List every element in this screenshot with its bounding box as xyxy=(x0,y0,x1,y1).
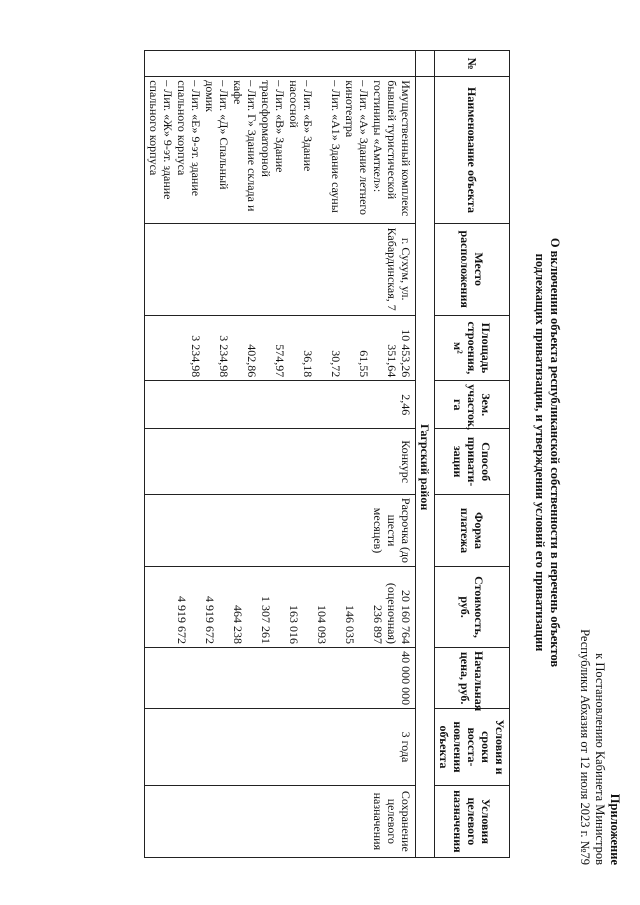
cost-cell xyxy=(145,567,416,648)
decree-date: Республики Абхазия от 12 июля 2023 г. №79 xyxy=(578,629,592,865)
sub-object-area: 36,18 xyxy=(301,350,315,378)
purpose-cell: Сохранение целевого назначения xyxy=(145,785,416,857)
restore-cell: 3 года xyxy=(145,709,416,786)
sub-object-name: – Лит. «В» Здание трансформаторной xyxy=(259,80,287,177)
sub-object-area: 402,86 xyxy=(245,344,259,378)
document-header xyxy=(577,629,622,865)
district-name: Гагрский район xyxy=(416,77,435,858)
col-area: Площадь строения, м² xyxy=(435,315,510,381)
sub-object-area: 3 234,98 xyxy=(189,335,203,378)
sub-object-name: – Лит. Г» Здание склада и кафе xyxy=(231,80,259,212)
row-num-cell xyxy=(145,51,416,77)
document-title xyxy=(532,0,562,905)
sub-object-name: – Лит. «А1» Здание сауны xyxy=(329,80,343,213)
table-header-row xyxy=(435,51,510,858)
col-num: № xyxy=(435,51,510,77)
sub-object-areas xyxy=(175,319,399,378)
sub-object-cost: 236 897 xyxy=(371,604,385,644)
main-cost: 20 160 764 (оценочная) xyxy=(385,582,413,644)
method-cell: Конкурс xyxy=(145,429,416,495)
sub-object-names xyxy=(147,80,371,220)
col-payment: Форма платежа xyxy=(435,494,510,566)
sub-object-name: – Лит. «Е» 9-эт. здание спального корпуса xyxy=(175,80,203,197)
table-row xyxy=(145,51,416,858)
col-start-price: Начальная цена, руб. xyxy=(435,647,510,708)
sub-object-area: 3 234,98 xyxy=(217,335,231,378)
col-restore: Условия и сроки восста-новления объекта xyxy=(435,709,510,786)
sub-object-area: 351,64 xyxy=(385,344,399,378)
sub-object-area: 30,72 xyxy=(329,350,343,378)
col-method: Способ привати-зации xyxy=(435,429,510,495)
sub-object-area: 574,97 xyxy=(273,344,287,378)
area-cell xyxy=(145,315,416,381)
decree-reference: к Постановлению Кабинета Министров xyxy=(593,653,607,865)
col-land: Зем. участок, га xyxy=(435,381,510,429)
col-purpose: Условия целевого назначения xyxy=(435,785,510,857)
land-cell: 2,46 xyxy=(145,381,416,429)
main-object-name: Имущественный комплекс бывшей туристической гостиницы «Амткел»: xyxy=(371,80,413,217)
col-name: Наименование объекта xyxy=(435,77,510,224)
title-line-2: подлежащих приватизации, и утверждении условий его приватизации xyxy=(533,253,547,652)
payment-cell: Расрочка (до шести месяцев) xyxy=(145,494,416,566)
main-area: 10 453,26 xyxy=(399,329,413,378)
sub-object-cost: 4 919 672 xyxy=(203,595,217,644)
sub-object-name: – Лит. «А» Здание летнего кинотеатра xyxy=(343,80,371,216)
sub-object-name: – Лит. «Ж» 9-эт. здание спального корпуса xyxy=(147,80,175,200)
sub-object-cost: 4 919 672 xyxy=(175,595,189,644)
district-num-cell xyxy=(416,51,435,77)
col-cost: Стоимость, руб. xyxy=(435,567,510,648)
sub-object-cost: 464 238 xyxy=(231,604,245,644)
privatization-table xyxy=(144,50,510,858)
sub-object-name: – Лит. «Д» Спальный домик xyxy=(203,80,231,190)
location-cell: г. Сухум, ул. Кабардинская, 7 xyxy=(145,223,416,315)
start-price-cell: 40 000 000 xyxy=(145,647,416,708)
object-name-cell xyxy=(145,77,416,224)
sub-object-costs xyxy=(161,570,385,644)
sub-object-cost: 1 307 261 xyxy=(259,595,273,644)
sub-object-area: 61,55 xyxy=(357,350,371,378)
sub-object-name: – Лит. «Б» Здание насосной xyxy=(287,80,315,172)
sub-object-cost: 104 093 xyxy=(315,604,329,644)
sub-object-cost: 146 035 xyxy=(343,604,357,644)
sub-object-cost: 163 016 xyxy=(287,604,301,644)
title-line-1: О включении объекта республиканской собственности в перечень объектов xyxy=(548,237,562,668)
appendix-label: Приложение xyxy=(608,793,622,865)
district-row xyxy=(416,51,435,858)
col-location: Место расположения xyxy=(435,223,510,315)
